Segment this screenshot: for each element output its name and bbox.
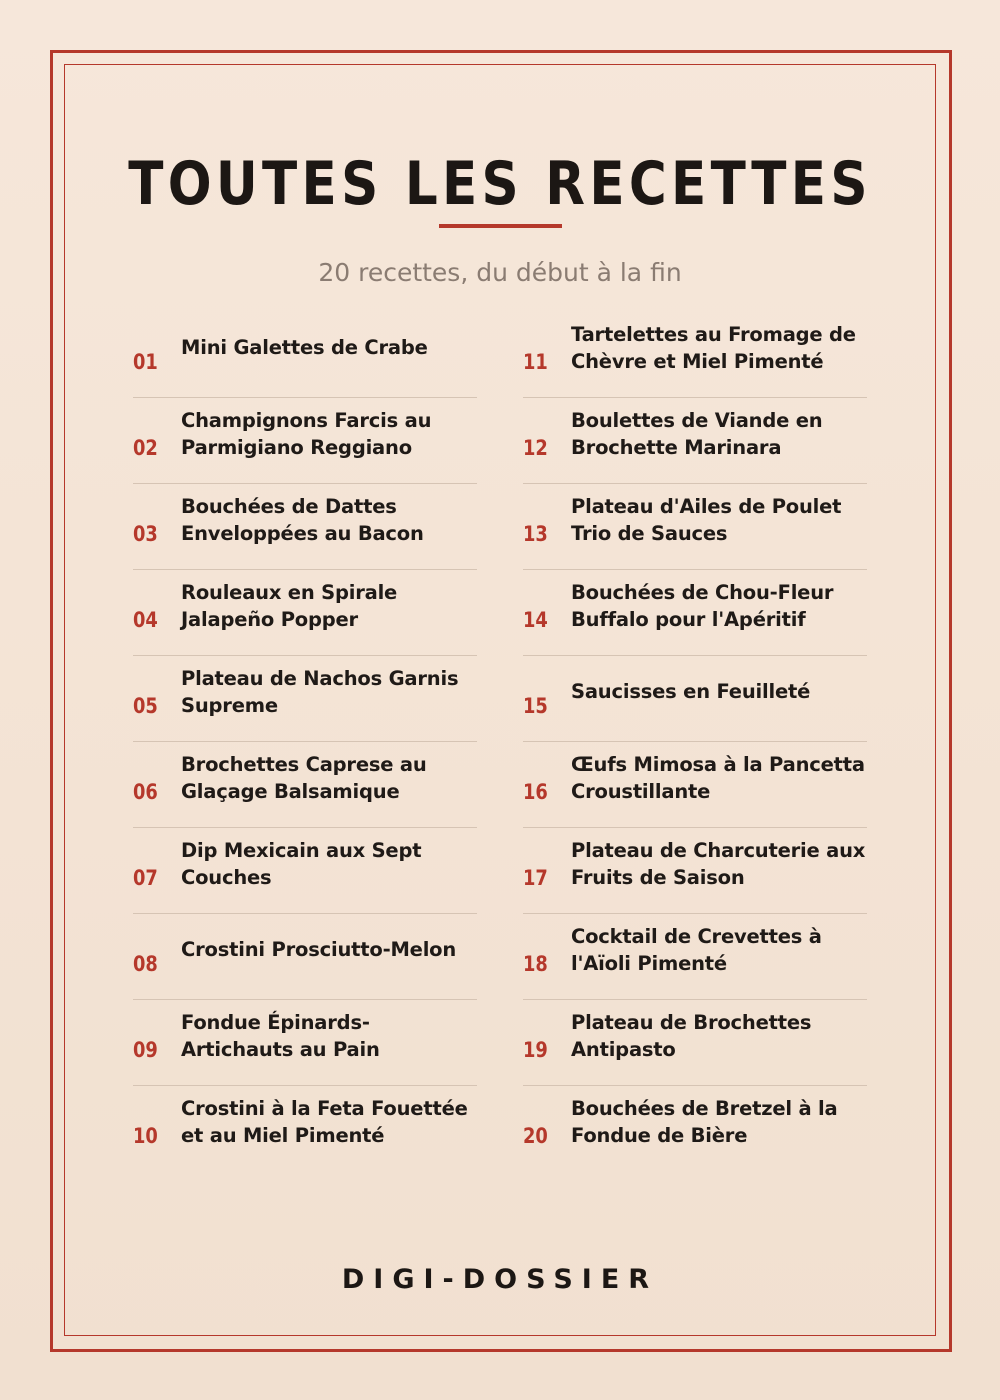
recipe-name: Plateau de Brochettes Antipasto xyxy=(571,1010,812,1061)
recipe-item[interactable] xyxy=(523,398,867,484)
recipe-name: Champignons Farcis au Parmigiano Reggiano xyxy=(181,408,432,459)
recipe-item[interactable] xyxy=(523,914,867,1000)
recipe-number: 20 xyxy=(523,1124,548,1148)
recipe-number: 18 xyxy=(523,951,548,976)
recipe-name: Bouchées de Dattes Enveloppées au Bacon xyxy=(181,494,424,545)
recipe-name: Dip Mexicain aux Sept Couches xyxy=(181,838,422,889)
recipe-list-left xyxy=(133,312,477,1172)
recipe-item[interactable] xyxy=(523,1086,867,1172)
recipe-number: 05 xyxy=(133,693,158,718)
recipe-number: 14 xyxy=(523,607,548,632)
recipe-name: Plateau d'Ailes de Poulet Trio de Sauces xyxy=(571,494,842,545)
recipe-name: Mini Galettes de Crabe xyxy=(181,336,428,359)
recipe-number: 07 xyxy=(133,865,158,890)
recipe-number: 03 xyxy=(133,521,158,546)
recipe-name: Tartelettes au Fromage de Chèvre et Miel Pimenté xyxy=(571,322,856,373)
recipe-item[interactable] xyxy=(523,484,867,570)
recipe-name: Plateau de Charcuterie aux Fruits de Saison xyxy=(571,838,866,889)
recipe-item[interactable] xyxy=(523,828,867,914)
recipe-list-right xyxy=(523,312,867,1172)
recipe-number: 12 xyxy=(523,435,548,460)
recipe-number: 11 xyxy=(523,349,548,374)
recipe-number: 06 xyxy=(133,779,158,804)
recipe-item[interactable] xyxy=(523,312,867,398)
recipe-number: 08 xyxy=(133,951,158,976)
recipe-item[interactable] xyxy=(133,484,477,570)
recipe-number: 09 xyxy=(133,1037,158,1062)
recipe-number: 15 xyxy=(523,693,548,718)
recipe-name: Fondue Épinards-Artichauts au Pain xyxy=(181,1010,380,1061)
recipe-name: Œufs Mimosa à la Pancetta Croustillante xyxy=(571,752,865,803)
recipe-name: Cocktail de Crevettes à l'Aïoli Pimenté xyxy=(571,924,822,975)
recipe-name: Bouchées de Bretzel à la Fondue de Bière xyxy=(571,1097,838,1147)
recipe-number: 16 xyxy=(523,779,548,804)
page-subtitle: 20 recettes, du début à la fin xyxy=(318,258,682,287)
recipe-number: 19 xyxy=(523,1037,548,1062)
recipe-name: Crostini à la Feta Fouettée et au Miel Pimenté xyxy=(181,1097,468,1147)
recipe-item[interactable] xyxy=(133,312,477,398)
page-title: TOUTES LES RECETTES xyxy=(128,149,872,219)
recipe-item[interactable] xyxy=(133,398,477,484)
recipe-item[interactable] xyxy=(523,570,867,656)
recipe-name: Bouchées de Chou-Fleur Buffalo pour l'Apéritif xyxy=(571,580,834,631)
title-underline xyxy=(439,224,562,228)
recipe-item[interactable] xyxy=(523,742,867,828)
recipe-item[interactable] xyxy=(133,1086,477,1172)
recipe-name: Plateau de Nachos Garnis Supreme xyxy=(181,666,459,717)
recipe-item[interactable] xyxy=(523,1000,867,1086)
recipe-number: 02 xyxy=(133,435,158,460)
recipe-item[interactable] xyxy=(133,656,477,742)
recipe-name: Crostini Prosciutto-Melon xyxy=(181,938,457,961)
recipe-number: 10 xyxy=(133,1124,158,1148)
recipe-name: Boulettes de Viande en Brochette Marinara xyxy=(571,408,823,459)
recipe-name: Brochettes Caprese au Glaçage Balsamique xyxy=(181,752,427,803)
recipe-number: 01 xyxy=(133,349,158,374)
recipe-item[interactable] xyxy=(133,570,477,656)
recipe-number: 04 xyxy=(133,607,158,632)
recipe-name: Saucisses en Feuilleté xyxy=(571,680,811,703)
recipe-item[interactable] xyxy=(133,828,477,914)
recipe-number: 13 xyxy=(523,521,548,546)
recipe-item[interactable] xyxy=(133,742,477,828)
recipe-number: 17 xyxy=(523,865,548,890)
recipe-name: Rouleaux en Spirale Jalapeño Popper xyxy=(181,580,398,631)
recipe-item[interactable] xyxy=(523,656,867,742)
recipe-item[interactable] xyxy=(133,914,477,1000)
recipe-item[interactable] xyxy=(133,1000,477,1086)
brand-footer: DIGI-DOSSIER xyxy=(341,1264,659,1295)
